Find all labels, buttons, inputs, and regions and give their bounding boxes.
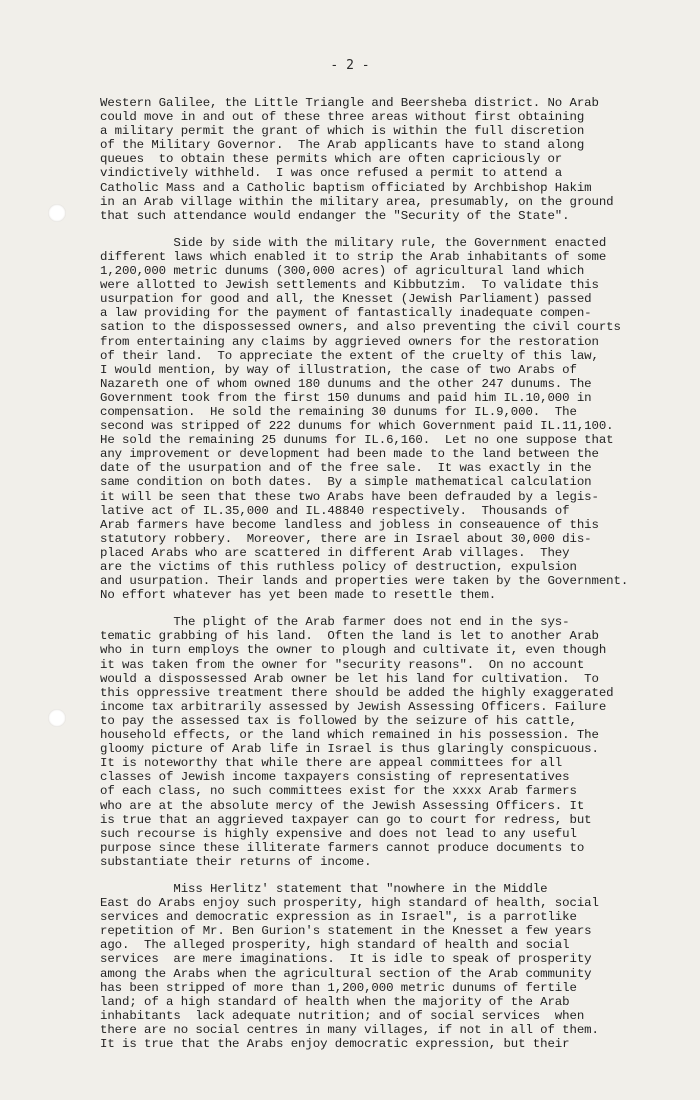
text-line: has been stripped of more than 1,200,000 metric dunums of fertile bbox=[100, 980, 577, 995]
text-line: who in turn employs the owner to plough and cultivate it, even though bbox=[100, 643, 607, 658]
text-line: from entertaining any claims by aggrieved owners for the restoration bbox=[100, 334, 599, 349]
text-line: vindictively withheld. I was once refused a permit to attend a bbox=[100, 166, 563, 181]
text-line: of their land. To appreciate the extent of the cruelty of this law, bbox=[100, 348, 599, 363]
text-line: are the victims of this ruthless policy of destruction, expulsion bbox=[100, 560, 577, 574]
punch-hole-bottom bbox=[48, 709, 66, 727]
text-line: I would mention, by way of illustration, the case of two Arabs of bbox=[100, 362, 577, 377]
paragraph bbox=[100, 236, 690, 602]
text-line: among the Arabs when the agricultural section of the Arab community bbox=[100, 966, 592, 981]
text-line: services and democratic expression as in Israel", is a parrotlike bbox=[100, 910, 577, 925]
text-line: such recourse is highly expensive and does not lead to any useful bbox=[100, 826, 577, 841]
text-line: tematic grabbing of his land. Often the land is let to another Arab bbox=[100, 629, 599, 644]
paragraph bbox=[100, 96, 690, 223]
text-line: Catholic Mass and a Catholic baptism officiated by Archbishop Hakim bbox=[100, 180, 592, 195]
text-line: compensation. He sold the remaining 30 dunums for IL.9,000. The bbox=[100, 404, 577, 419]
text-line: of each class, no such committees exist for the xxxx Arab farmers bbox=[100, 784, 577, 799]
text-line: placed Arabs who are scattered in different Arab villages. They bbox=[100, 545, 570, 560]
text-line: Arab farmers have become landless and jobless in conseauence of this bbox=[100, 517, 599, 532]
text-line: a law providing for the payment of fantastically inadequate compen- bbox=[100, 306, 592, 321]
text-line: second was stripped of 222 dunums for which Government paid IL.11,100. bbox=[100, 419, 614, 434]
text-line: Western Galilee, the Little Triangle and Beersheba district. No Arab bbox=[100, 96, 599, 110]
text-line: gloomy picture of Arab life in Israel is thus glaringly conspicuous. bbox=[100, 742, 599, 757]
punch-hole-top bbox=[48, 204, 66, 222]
text-line: were allotted to Jewish settlements and Kibbutzim. To validate this bbox=[100, 278, 599, 293]
text-line: sation to the dispossessed owners, and also preventing the civil courts bbox=[100, 320, 621, 335]
paragraph bbox=[100, 882, 690, 1051]
text-line: land; of a high standard of health when the majority of the Arab bbox=[100, 994, 570, 1009]
text-line: that such attendance would endanger the "Security of the State". bbox=[100, 208, 570, 223]
text-line: Side by side with the military rule, the Government enacted bbox=[100, 235, 607, 250]
text-line: purpose since these illiterate farmers cannot produce documents to bbox=[100, 840, 585, 855]
text-line: services are mere imaginations. It is idle to speak of prosperity bbox=[100, 952, 592, 967]
text-line: different laws which enabled it to strip the Arab inhabitants of some bbox=[100, 249, 607, 264]
text-line: of the Military Governor. The Arab applicants have to stand along bbox=[100, 138, 585, 153]
text-line: in an Arab village within the military area, presumably, on the ground bbox=[100, 194, 614, 209]
text-line: No effort whatever has yet been made to resettle them. bbox=[100, 588, 497, 603]
text-line: any improvement or development had been made to the land between the bbox=[100, 447, 599, 462]
paragraph bbox=[100, 615, 690, 869]
text-line: classes of Jewish income taxpayers consisting of representatives bbox=[100, 770, 570, 785]
text-line: inhabitants lack adequate nutrition; and of social services when bbox=[100, 1008, 585, 1023]
text-line: East do Arabs enjoy such prosperity, high standard of health, social bbox=[100, 896, 599, 911]
text-line: statutory robbery. Moreover, there are in Israel about 30,000 dis- bbox=[100, 531, 592, 546]
text-line: Government took from the first 150 dunums and paid him IL.10,000 in bbox=[100, 390, 592, 405]
text-line: He sold the remaining 25 dunums for IL.6,160. Let no one suppose that bbox=[100, 433, 614, 448]
text-line: date of the usurpation and of the free sale. It was exactly in the bbox=[100, 461, 592, 476]
text-line: Miss Herlitz' statement that "nowhere in the Middle bbox=[100, 881, 548, 896]
text-line: who are at the absolute mercy of the Jewish Assessing Officers. It bbox=[100, 798, 585, 813]
text-line: It is true that the Arabs enjoy democratic expression, but their bbox=[100, 1037, 570, 1051]
text-line: usurpation for good and all, the Knesset (Jewish Parliament) passed bbox=[100, 292, 592, 307]
text-line: income tax arbitrarily assessed by Jewish Assessing Officers. Failure bbox=[100, 699, 607, 714]
text-line: It is noteworthy that while there are appeal committees for all bbox=[100, 756, 563, 771]
text-line: lative act of IL.35,000 and IL.48840 respectively. Thousands of bbox=[100, 503, 570, 518]
text-line: and usurpation. Their lands and properties were taken by the Government. bbox=[100, 574, 629, 589]
text-line: same condition on both dates. By a simple mathematical calculation bbox=[100, 475, 592, 490]
text-line: this oppressive treatment there should be added the highly exaggerated bbox=[100, 685, 614, 700]
text-line: would a dispossessed Arab owner be let his land for cultivation. To bbox=[100, 671, 599, 686]
text-line: ago. The alleged prosperity, high standard of health and social bbox=[100, 938, 570, 953]
text-line: repetition of Mr. Ben Gurion's statement in the Knesset a few years bbox=[100, 924, 592, 939]
page-number: - 2 - bbox=[330, 58, 370, 73]
text-line: to pay the assessed tax is followed by the seizure of his cattle, bbox=[100, 713, 577, 728]
text-line: 1,200,000 metric dunums (300,000 acres) of agricultural land which bbox=[100, 264, 585, 279]
text-line: it was taken from the owner for "security reasons". On no account bbox=[100, 657, 585, 672]
text-line: Nazareth one of whom owned 180 dunums and the other 247 dunums. The bbox=[100, 376, 592, 391]
text-line: substantiate their returns of income. bbox=[100, 854, 372, 869]
typescript-body bbox=[100, 96, 690, 1064]
text-line: household effects, or the land which remained in his possession. The bbox=[100, 728, 599, 743]
text-line: a military permit the grant of which is within the full discretion bbox=[100, 124, 585, 139]
text-line: there are no social centres in many villages, if not in all of them. bbox=[100, 1022, 599, 1037]
text-line: it will be seen that these two Arabs have been defrauded by a legis- bbox=[100, 489, 599, 504]
text-line: queues to obtain these permits which are often capriciously or bbox=[100, 152, 563, 167]
text-line: could move in and out of these three areas without first obtaining bbox=[100, 110, 585, 125]
text-line: is true that an aggrieved taxpayer can go to court for redress, but bbox=[100, 812, 592, 827]
text-line: The plight of the Arab farmer does not end in the sys- bbox=[100, 615, 570, 630]
